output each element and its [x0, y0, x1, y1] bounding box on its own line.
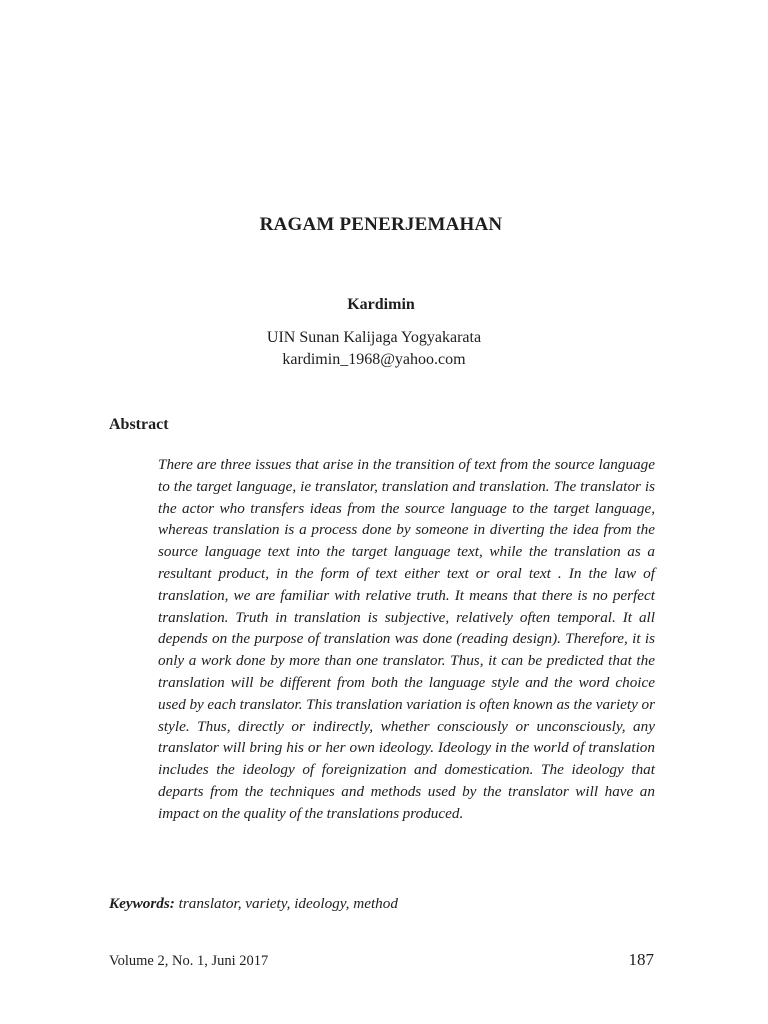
abstract-text: There are three issues that arise in the transition of text from the source language to the target language, ie translator, translation and translation. The translator is the actor who transfers ideas from the source language to the target language, whereas translation is a process done by someone in diverting the idea from the source language text into the target language text, while the translation as a resultant product, in the form of text either text or oral text . In the law of translation, we are familiar with relative truth. It means that there is no perfect translation. Truth in translation is subjective, relatively often temporal. It all depends on the purpose of translation was done (reading design). Therefore, it is only a work done by more than one translator. Thus, it can be predicted that the translation will be different from both the language style and the word choice used by each translator. This translation variation is often known as the variety or style. Thus, directly or indirectly, whether consciously or unconsciously, any translator will bring his or her own ideology. Ideology in the world of translation includes the ideology of foreignization and domestication. The ideology that departs from the techniques and methods used by the translator will have an impact on the quality of the translations produced.: [158, 456, 655, 822]
abstract-heading: Abstract: [109, 416, 169, 433]
journal-issue: Volume 2, No. 1, Juni 2017: [109, 953, 269, 969]
keywords-label: Keywords:: [109, 895, 175, 912]
page-number: 187: [628, 950, 654, 969]
author-affiliation-block: [0, 327, 748, 371]
author-name: Kardimin: [347, 296, 415, 313]
paper-title: RAGAM PENERJEMAHAN: [259, 214, 503, 235]
keywords-text: translator, variety, ideology, method: [178, 895, 398, 912]
author-affiliation: UIN Sunan Kalijaga Yogyakarata: [266, 329, 482, 346]
keywords-line: [109, 895, 398, 913]
author-email: kardimin_1968@yahoo.com: [282, 351, 466, 368]
